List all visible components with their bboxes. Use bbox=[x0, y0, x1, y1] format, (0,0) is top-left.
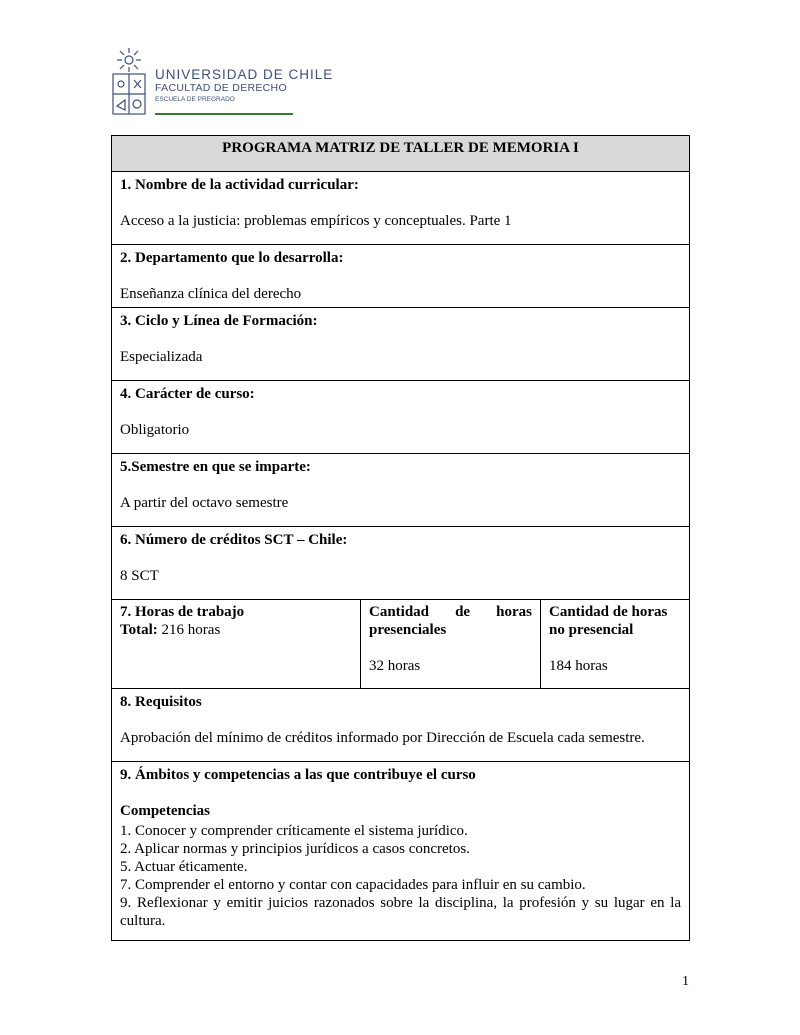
competencias-list bbox=[120, 822, 681, 930]
section-5-value: A partir del octavo semestre bbox=[120, 495, 289, 511]
presencial-label-line-1: Cantidad de horas bbox=[369, 604, 532, 620]
list-item: 7. Comprender el entorno y contar con capacidades para influir en su cambio. bbox=[120, 877, 586, 893]
university-name: UNIVERSIDAD DE CHILE bbox=[155, 67, 334, 82]
logo-underline bbox=[155, 113, 293, 115]
list-item: 1. Conocer y comprender críticamente el sistema jurídico. bbox=[120, 823, 468, 839]
page-number: 1 bbox=[682, 974, 689, 989]
section-row-4 bbox=[112, 381, 690, 454]
section-3-label: 3. Ciclo y Línea de Formación: bbox=[120, 313, 318, 329]
list-item: 2. Aplicar normas y principios jurídicos a casos concretos. bbox=[120, 841, 470, 857]
competencias-heading: Competencias bbox=[120, 803, 210, 819]
section-6-cell bbox=[112, 527, 690, 600]
section-8-cell bbox=[112, 689, 690, 762]
section-5-cell bbox=[112, 454, 690, 527]
section-1-value: Acceso a la justicia: problemas empíricos y conceptuales. Parte 1 bbox=[120, 213, 512, 229]
total-hours bbox=[120, 621, 352, 639]
section-4-label: 4. Carácter de curso: bbox=[120, 386, 255, 402]
no-presencial-value: 184 horas bbox=[549, 658, 608, 674]
section-row-7 bbox=[112, 600, 690, 689]
no-presencial-hours-cell bbox=[541, 600, 690, 689]
section-row-5 bbox=[112, 454, 690, 527]
section-9-cell bbox=[112, 762, 690, 941]
presencial-hours-cell bbox=[361, 600, 541, 689]
title-row bbox=[112, 136, 690, 172]
no-presencial-label-line-1: Cantidad de horas bbox=[549, 604, 668, 620]
total-label: Total: bbox=[120, 622, 158, 638]
work-hours-cell bbox=[112, 600, 361, 689]
section-7-label: 7. Horas de trabajo bbox=[120, 604, 245, 620]
section-9-label: 9. Ámbitos y competencias a las que contribuye el curso bbox=[120, 767, 476, 783]
section-2-cell bbox=[112, 245, 690, 308]
section-row-3 bbox=[112, 308, 690, 381]
section-2-label: 2. Departamento que lo desarrolla: bbox=[120, 250, 344, 266]
section-row-2 bbox=[112, 245, 690, 308]
section-8-label: 8. Requisitos bbox=[120, 694, 202, 710]
section-6-label: 6. Número de créditos SCT – Chile: bbox=[120, 532, 348, 548]
presencial-value: 32 horas bbox=[369, 658, 421, 674]
presencial-label-line-2: presenciales bbox=[369, 622, 447, 638]
no-presencial-label-line-2: no presencial bbox=[549, 622, 634, 638]
program-table bbox=[111, 135, 690, 941]
school-name: ESCUELA DE PREGRADO bbox=[155, 96, 235, 103]
university-logo bbox=[108, 46, 334, 118]
section-row-6 bbox=[112, 527, 690, 600]
total-value: 216 horas bbox=[161, 622, 221, 638]
section-5-label: 5.Semestre en que se imparte: bbox=[120, 459, 311, 475]
section-1-cell bbox=[112, 172, 690, 245]
section-3-cell bbox=[112, 308, 690, 381]
section-2-value: Enseñanza clínica del derecho bbox=[120, 286, 302, 302]
section-3-value: Especializada bbox=[120, 349, 203, 365]
section-4-cell bbox=[112, 381, 690, 454]
faculty-name: FACULTAD DE DERECHO bbox=[155, 82, 287, 94]
university-seal-icon bbox=[110, 46, 148, 116]
section-row-9 bbox=[112, 762, 690, 941]
section-row-8 bbox=[112, 689, 690, 762]
section-1-label: 1. Nombre de la actividad curricular: bbox=[120, 177, 359, 193]
section-8-value: Aprobación del mínimo de créditos informado por Dirección de Escuela cada semestre. bbox=[120, 730, 645, 746]
section-6-value: 8 SCT bbox=[120, 568, 159, 584]
section-row-1 bbox=[112, 172, 690, 245]
section-4-value: Obligatorio bbox=[120, 422, 190, 438]
list-item: 5. Actuar éticamente. bbox=[120, 859, 248, 875]
program-title: PROGRAMA MATRIZ DE TALLER DE MEMORIA I bbox=[112, 136, 690, 172]
logo-text bbox=[155, 68, 333, 105]
list-item: 9. Reflexionar y emitir juicios razonados sobre la disciplina, la profesión y su lugar en la cultura. bbox=[120, 895, 682, 929]
